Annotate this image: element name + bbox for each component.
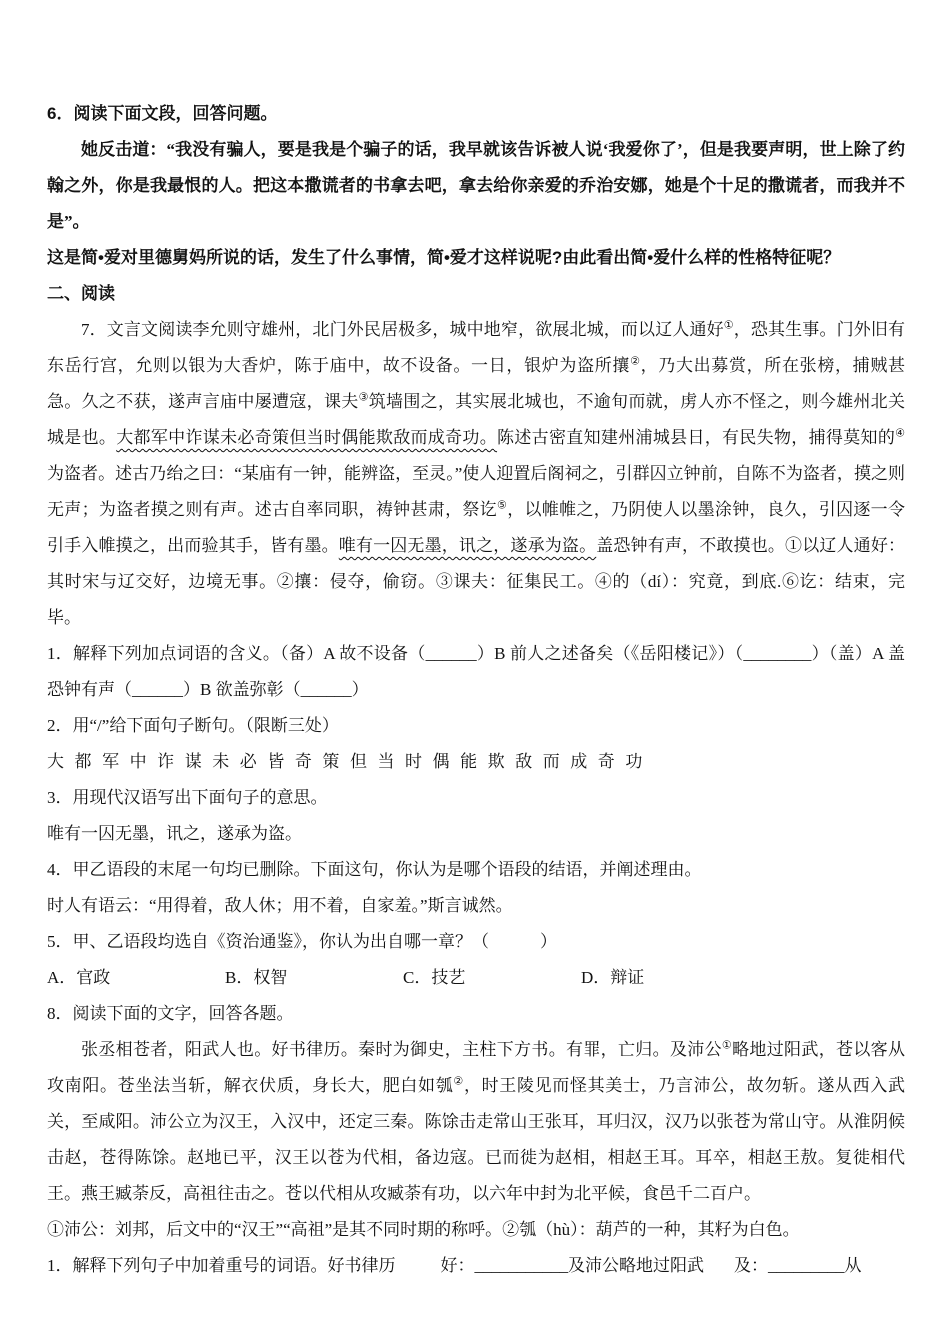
footnote-ref-5: ⑤	[497, 499, 508, 512]
option-c: C．技艺	[403, 968, 466, 987]
answer-blank-2: _________	[768, 1256, 845, 1275]
q7-question-5-options	[47, 960, 905, 996]
passage-text: ，恐其生事。门外旧有东岳行宫，允则以银为大香炉，陈于庙中，故不设备。一日，银炉为盗所攘	[47, 320, 905, 375]
passage-text: 略地过阳武，苍以客从攻南阳。苍坐法当斩，解衣伏质，身长大，肥白如瓠	[47, 1040, 905, 1095]
q7-question-3-sentence: 唯有一囚无墨，讯之，遂承为盗。	[47, 824, 302, 843]
passage-text: 筑墙围之，其实展北城也，不逾旬而就，虏人亦不怪之，则今雄州北关城是也。	[47, 392, 905, 447]
jane-eyre-quote: 她反击道：“我没有骗人，要是我是个骗子的话，我早就该告诉被人说‘我爱你了’，但是我要声明，世上除了约翰之外，你是我最恨的人。把这本撒谎者的书拿去吧，拿去给你亲爱的乔治安娜，她是个十足的撒谎者，而我并不是”。	[47, 140, 905, 231]
q7-passage	[47, 312, 905, 636]
q8-question-1-phrase-2: 及沛公略地过阳武	[568, 1256, 704, 1275]
q8-passage	[47, 1032, 905, 1212]
passage-text: 陈述古密直知建州浦城县日，有民失物，捕得莫知的	[497, 428, 896, 447]
passage-text: 为盗者。述古乃绐之曰：“某庙有一钟，能辨盗，至灵。”使人迎置后阁祠之，引群囚立钟前，自陈不为盗者，摸之则无声；为盗者摸之则有声。述古自率同职，祷钟甚肃，祭讫	[47, 464, 905, 519]
question-6-heading: 6．阅读下面文段，回答问题。	[47, 104, 278, 123]
section-2-heading: 二、阅读	[47, 284, 115, 303]
passage-text: 7．文言文阅读李允则守雄州，北门外民居极多，城中地窄，欲展北城，而以辽人通好	[81, 320, 724, 339]
q8-blank-label-1: 好：	[440, 1256, 475, 1275]
q8-passage-notes: ①沛公：刘邦，后文中的“汉王”“高祖”是其不同时期的称呼。②瓠（hù）：葫芦的一种，其籽为白色。	[47, 1220, 800, 1239]
footnote-ref-1: ①	[721, 1039, 733, 1052]
question-8-heading: 8．阅读下面的文字，回答各题。	[47, 1004, 294, 1023]
answer-blank-1: ___________	[474, 1256, 568, 1275]
footnote-ref-2: ②	[453, 1075, 464, 1088]
q7-question-3: 3．用现代汉语写出下面句子的意思。	[47, 788, 328, 807]
footnote-ref-1: ①	[723, 319, 734, 332]
footnote-ref-4: ④	[895, 427, 906, 440]
q8-blank-label-2: 及：	[734, 1256, 768, 1275]
q7-question-1: 1．解释下列加点词语的含义。（备）A 故不设备（______）B 前人之述备矣（《岳阳楼记》）（________）（盖）A 盖恐钟有声（______）B 欲盖弥彰（______）	[47, 644, 905, 699]
q7-question-2-sentence: 大都军中诈谋未必皆奇策但当时偶能欺敌而成奇功	[47, 752, 653, 771]
option-d: D．辩证	[581, 968, 645, 987]
q7-question-4-sentence: 时人有语云：“用得着，敌人休；用不着，自家羞。”斯言诚然。	[47, 896, 513, 915]
q8-question-1-tail: 从	[844, 1256, 862, 1275]
footnote-ref-2: ②	[630, 355, 641, 368]
wavy-underlined-sentence-2: 唯有一囚无墨，讯之，遂承为盗。	[338, 536, 597, 555]
q8-question-1	[47, 1248, 905, 1284]
wavy-underlined-sentence-1: 大都军中诈谋未必奇策但当时偶能欺敌而成奇功。	[116, 428, 498, 447]
option-b: B．权智	[225, 968, 288, 987]
passage-text: ，时王陵见而怪其美士，乃言沛公，故勿斩。遂从西入武关，至咸阳。沛公立为汉王，入汉中，还定三秦。陈馀击走常山王张耳，耳归汉，汉乃以张苍为常山守。从淮阴候击赵，苍得陈馀。赵地已平，汉王以苍为代相，备边寇。已而徙为赵相，相赵王耳。耳卒，相赵王敖。复徙相代王。燕王臧荼反，高祖往击之。苍以代相从攻臧荼有功，以六年中封为北平候，食邑千二百户。	[47, 1076, 905, 1203]
question-6-prompt: 这是简•爱对里德舅妈所说的话，发生了什么事情，简•爱才这样说呢?由此看出简•爱什么样的性格特征呢？	[47, 248, 841, 267]
footnote-ref-3: ③	[358, 391, 369, 404]
passage-text: ，以帷帷之，乃阴使人以墨涂钟，良久，引囚逐一令引手入帷摸之，出而验其手，皆有墨。	[47, 500, 905, 555]
q8-question-1-phrase: 好书律历	[327, 1256, 396, 1275]
q7-question-5: 5．甲、乙语段均选自《资治通鉴》，你认为出自哪一章？（ ）	[47, 932, 557, 951]
q7-question-2: 2．用“/”给下面句子断句。（限断三处）	[47, 716, 339, 735]
q8-question-1-label: 1．解释下列句子中加着重号的词语。	[47, 1256, 328, 1275]
q7-question-4: 4．甲乙语段的末尾一句均已删除。下面这句，你认为是哪个语段的结语，并阐述理由。	[47, 860, 702, 879]
passage-text: ，乃大出募赏，所在张榜，捕贼甚急。久之不获，遂声言庙中屡遭寇，课夫	[47, 356, 905, 411]
option-a: A．官政	[47, 968, 111, 987]
passage-notes: 盖恐钟有声，不敢摸也。①以辽人通好：其时宋与辽交好，边境无事。②攘：侵夺，偷窃。③课夫：征集民工。④的（dí）：究竟，到底.⑥讫：结束，完毕。	[47, 536, 906, 627]
passage-text: 张丞相苍者，阳武人也。好书律历。秦时为御史，主柱下方书。有罪，亡归。及沛公	[81, 1040, 722, 1059]
